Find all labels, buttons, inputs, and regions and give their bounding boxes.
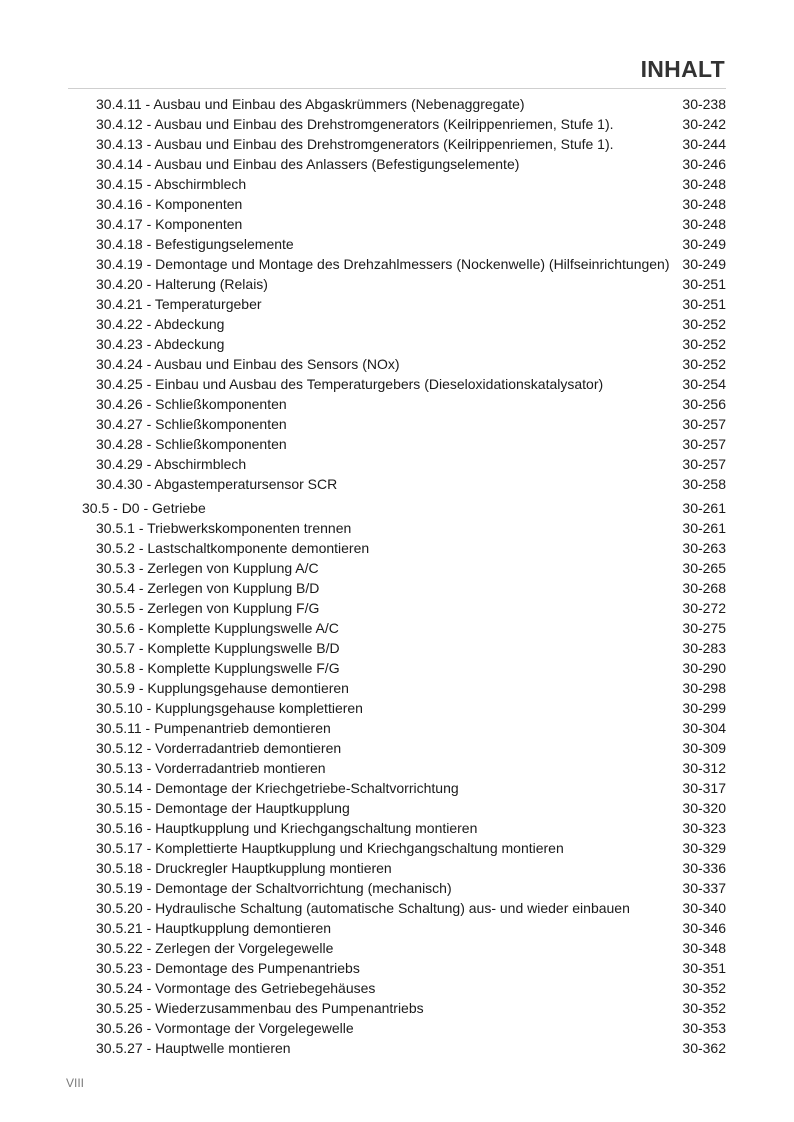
toc-entry-page: 30-256 <box>682 396 726 412</box>
table-of-contents <box>0 94 794 1058</box>
toc-entry[interactable] <box>0 758 794 778</box>
toc-entry-title: 30.4.13 - Ausbau und Einbau des Drehstromgenerators (Keilrippenriemen, Stufe 1). <box>96 136 614 152</box>
toc-entry[interactable] <box>0 638 794 658</box>
toc-entry[interactable] <box>0 658 794 678</box>
toc-entry-page: 30-244 <box>682 136 726 152</box>
toc-entry[interactable] <box>0 858 794 878</box>
toc-entry-page: 30-304 <box>682 720 726 736</box>
toc-entry-page: 30-249 <box>682 256 726 272</box>
toc-entry-title: 30.5.20 - Hydraulische Schaltung (automatische Schaltung) aus- und wieder einbauen <box>96 900 630 916</box>
toc-entry-page: 30-249 <box>682 236 726 252</box>
toc-entry-title: 30.5.18 - Druckregler Hauptkupplung montieren <box>96 860 392 876</box>
toc-entry-title: 30.4.25 - Einbau und Ausbau des Temperaturgebers (Dieseloxidationskatalysator) <box>96 376 604 392</box>
toc-entry[interactable] <box>0 578 794 598</box>
toc-entry-page: 30-257 <box>682 416 726 432</box>
toc-entry-page: 30-275 <box>682 620 726 636</box>
toc-entry[interactable] <box>0 778 794 798</box>
toc-entry-title: 30.5.19 - Demontage der Schaltvorrichtung (mechanisch) <box>96 880 452 896</box>
toc-entry[interactable] <box>0 618 794 638</box>
toc-entry-title: 30.5.4 - Zerlegen von Kupplung B/D <box>96 580 320 596</box>
toc-entry[interactable] <box>0 938 794 958</box>
toc-entry-page: 30-298 <box>682 680 726 696</box>
toc-entry-title: 30.5.10 - Kupplungsgehause komplettieren <box>96 700 363 716</box>
toc-entry-title: 30.4.29 - Abschirmblech <box>96 456 247 472</box>
toc-entry-page: 30-251 <box>682 276 726 292</box>
toc-entry[interactable] <box>0 918 794 938</box>
toc-entry-page: 30-248 <box>682 196 726 212</box>
toc-entry-page: 30-248 <box>682 216 726 232</box>
toc-entry[interactable] <box>0 374 794 394</box>
toc-entry[interactable] <box>0 154 794 174</box>
toc-entry-title: 30.5.17 - Komplettierte Hauptkupplung und Kriechgangschaltung montieren <box>96 840 564 856</box>
toc-entry-page: 30-320 <box>682 800 726 816</box>
toc-entry-title: 30.5.15 - Demontage der Hauptkupplung <box>96 800 350 816</box>
toc-entry-page: 30-242 <box>682 116 726 132</box>
toc-entry[interactable] <box>0 898 794 918</box>
toc-entry[interactable] <box>0 818 794 838</box>
toc-entry[interactable] <box>0 434 794 454</box>
toc-entry-page: 30-352 <box>682 980 726 996</box>
toc-entry-page: 30-251 <box>682 296 726 312</box>
toc-entry[interactable] <box>0 254 794 274</box>
toc-entry-title: 30.4.22 - Abdeckung <box>96 316 225 332</box>
toc-entry-page: 30-252 <box>682 316 726 332</box>
toc-entry-page: 30-290 <box>682 660 726 676</box>
toc-entry-page: 30-257 <box>682 456 726 472</box>
toc-entry-title: 30.4.12 - Ausbau und Einbau des Drehstromgenerators (Keilrippenriemen, Stufe 1). <box>96 116 614 132</box>
toc-entry[interactable] <box>0 538 794 558</box>
toc-entry-page: 30-348 <box>682 940 726 956</box>
toc-entry[interactable] <box>0 678 794 698</box>
toc-entry-title: 30.4.30 - Abgastemperatursensor SCR <box>96 476 338 492</box>
toc-entry-title: 30.5.14 - Demontage der Kriechgetriebe-Schaltvorrichtung <box>96 780 459 796</box>
toc-entry[interactable] <box>0 718 794 738</box>
toc-entry[interactable] <box>0 738 794 758</box>
toc-entry-title: 30.4.23 - Abdeckung <box>96 336 225 352</box>
toc-entry-page: 30-265 <box>682 560 726 576</box>
toc-entry-page: 30-252 <box>682 336 726 352</box>
toc-entry-page: 30-252 <box>682 356 726 372</box>
toc-entry-title: 30.4.24 - Ausbau und Einbau des Sensors (NOx) <box>96 356 400 372</box>
toc-entry-page: 30-336 <box>682 860 726 876</box>
toc-entry-title: 30.5.6 - Komplette Kupplungswelle A/C <box>96 620 339 636</box>
toc-entry[interactable] <box>0 454 794 474</box>
toc-entry-title: 30.5.26 - Vormontage der Vorgelegewelle <box>96 1020 354 1036</box>
toc-entry-page: 30-346 <box>682 920 726 936</box>
toc-entry-page: 30-329 <box>682 840 726 856</box>
toc-entry-page: 30-261 <box>682 500 726 516</box>
toc-entry-page: 30-268 <box>682 580 726 596</box>
toc-entry-title: 30.5.13 - Vorderradantrieb montieren <box>96 760 326 776</box>
toc-entry[interactable] <box>0 94 794 114</box>
toc-entry-title: 30.5 - D0 - Getriebe <box>82 500 206 516</box>
toc-entry[interactable] <box>0 174 794 194</box>
toc-entry-page: 30-312 <box>682 760 726 776</box>
toc-entry[interactable] <box>0 414 794 434</box>
toc-entry-page: 30-340 <box>682 900 726 916</box>
toc-entry-title: 30.5.27 - Hauptwelle montieren <box>96 1040 291 1056</box>
toc-entry-title: 30.5.16 - Hauptkupplung und Kriechgangschaltung montieren <box>96 820 478 836</box>
toc-entry[interactable] <box>0 1038 794 1058</box>
toc-entry-page: 30-353 <box>682 1020 726 1036</box>
toc-entry-title: 30.5.12 - Vorderradantrieb demontieren <box>96 740 342 756</box>
toc-entry[interactable] <box>0 134 794 154</box>
toc-entry-title: 30.5.5 - Zerlegen von Kupplung F/G <box>96 600 320 616</box>
toc-entry-title: 30.4.20 - Halterung (Relais) <box>96 276 268 292</box>
toc-entry-title: 30.5.9 - Kupplungsgehause demontieren <box>96 680 349 696</box>
toc-entry[interactable] <box>0 394 794 414</box>
toc-entry-title: 30.5.21 - Hauptkupplung demontieren <box>96 920 332 936</box>
toc-entry-title: 30.5.22 - Zerlegen der Vorgelegewelle <box>96 940 334 956</box>
toc-entry-title: 30.5.8 - Komplette Kupplungswelle F/G <box>96 660 340 676</box>
toc-entry[interactable] <box>0 598 794 618</box>
toc-entry-title: 30.4.18 - Befestigungselemente <box>96 236 294 252</box>
toc-entry-title: 30.4.16 - Komponenten <box>96 196 243 212</box>
toc-entry[interactable] <box>0 354 794 374</box>
header-divider <box>68 88 726 89</box>
toc-entry-page: 30-309 <box>682 740 726 756</box>
toc-entry-title: 30.4.19 - Demontage und Montage des Drehzahlmessers (Nockenwelle) (Hilfseinrichtungen) <box>96 256 670 272</box>
toc-entry-title: 30.5.2 - Lastschaltkomponente demontieren <box>96 540 370 556</box>
toc-entry-title: 30.5.25 - Wiederzusammenbau des Pumpenantriebs <box>96 1000 424 1016</box>
toc-entry[interactable] <box>0 998 794 1018</box>
toc-entry[interactable] <box>0 334 794 354</box>
page-title: INHALT <box>640 56 725 82</box>
toc-entry-page: 30-254 <box>682 376 726 392</box>
toc-entry-page: 30-246 <box>682 156 726 172</box>
toc-entry-page: 30-248 <box>682 176 726 192</box>
toc-entry[interactable] <box>0 958 794 978</box>
toc-entry-page: 30-261 <box>682 520 726 536</box>
toc-entry-title: 30.5.11 - Pumpenantrieb demontieren <box>96 720 331 736</box>
toc-entry[interactable] <box>0 838 794 858</box>
toc-entry[interactable] <box>0 978 794 998</box>
toc-entry[interactable] <box>0 194 794 214</box>
toc-entry-page: 30-337 <box>682 880 726 896</box>
toc-entry-page: 30-362 <box>682 1040 726 1056</box>
toc-entry-title: 30.5.7 - Komplette Kupplungswelle B/D <box>96 640 340 656</box>
toc-entry-page: 30-257 <box>682 436 726 452</box>
toc-entry-title: 30.4.26 - Schließkomponenten <box>96 396 287 412</box>
toc-entry[interactable] <box>0 114 794 134</box>
toc-entry-page: 30-272 <box>682 600 726 616</box>
toc-entry[interactable] <box>0 558 794 578</box>
toc-entry[interactable] <box>0 234 794 254</box>
toc-entry-title: 30.4.28 - Schließkomponenten <box>96 436 287 452</box>
toc-entry-title: 30.4.14 - Ausbau und Einbau des Anlassers (Befestigungselemente) <box>96 156 520 172</box>
toc-entry[interactable] <box>0 798 794 818</box>
toc-entry[interactable] <box>0 474 794 494</box>
toc-entry-title: 30.5.23 - Demontage des Pumpenantriebs <box>96 960 360 976</box>
toc-entry[interactable] <box>0 274 794 294</box>
toc-entry-title: 30.4.11 - Ausbau und Einbau des Abgaskrümmers (Nebenaggregate) <box>96 96 525 112</box>
toc-entry-title: 30.4.15 - Abschirmblech <box>96 176 247 192</box>
page-number: VIII <box>66 1076 85 1090</box>
toc-entry-page: 30-238 <box>682 96 726 112</box>
toc-entry-title: 30.5.1 - Triebwerkskomponenten trennen <box>96 520 352 536</box>
toc-entry-page: 30-352 <box>682 1000 726 1016</box>
toc-entry[interactable] <box>0 698 794 718</box>
toc-entry[interactable] <box>0 1018 794 1038</box>
toc-entry-page: 30-299 <box>682 700 726 716</box>
toc-entry-title: 30.5.3 - Zerlegen von Kupplung A/C <box>96 560 319 576</box>
toc-entry-title: 30.5.24 - Vormontage des Getriebegehäuses <box>96 980 376 996</box>
toc-entry-page: 30-263 <box>682 540 726 556</box>
toc-entry-page: 30-351 <box>682 960 726 976</box>
toc-entry-page: 30-258 <box>682 476 726 492</box>
toc-entry[interactable] <box>0 294 794 314</box>
toc-entry-title: 30.4.21 - Temperaturgeber <box>96 296 262 312</box>
toc-section-entry[interactable] <box>0 498 794 518</box>
toc-entry-page: 30-323 <box>682 820 726 836</box>
toc-entry-title: 30.4.27 - Schließkomponenten <box>96 416 287 432</box>
toc-entry[interactable] <box>0 518 794 538</box>
toc-entry[interactable] <box>0 878 794 898</box>
toc-entry-page: 30-317 <box>682 780 726 796</box>
toc-entry-page: 30-283 <box>682 640 726 656</box>
toc-entry[interactable] <box>0 314 794 334</box>
toc-entry[interactable] <box>0 214 794 234</box>
toc-entry-title: 30.4.17 - Komponenten <box>96 216 243 232</box>
